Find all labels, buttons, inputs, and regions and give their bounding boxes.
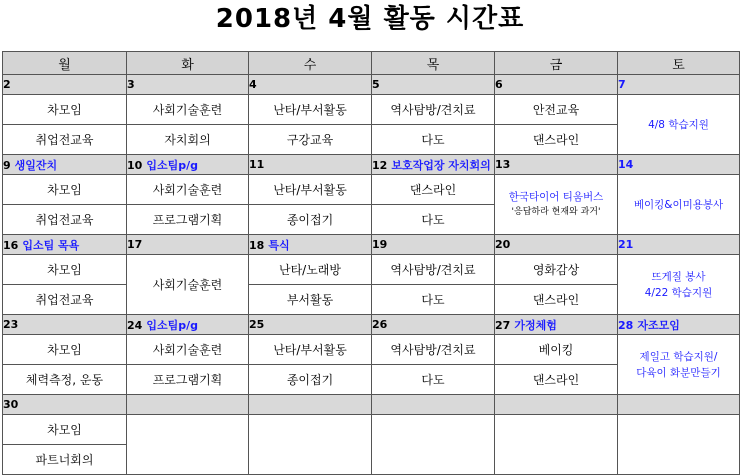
activity-row: [3, 415, 740, 445]
activity-cell: 안전교육: [495, 95, 618, 125]
day-header-mon: 월: [3, 52, 127, 75]
date-number: 21: [618, 238, 634, 251]
date-number: 6: [495, 78, 503, 91]
date-number: 5: [372, 78, 380, 91]
activity-cell: 난타/부서활동: [249, 335, 372, 365]
activity-cell: 사회기술훈련: [127, 335, 249, 365]
date-row: [3, 75, 740, 95]
activity-cell: 차모임: [3, 255, 127, 285]
date-number: 28: [618, 318, 634, 332]
schedule-table: [2, 51, 740, 475]
activity-cell: 역사탐방/견치료: [372, 95, 495, 125]
activity-cell: 구강교육: [249, 125, 372, 155]
date-cell: [618, 75, 740, 95]
activity-row: [3, 95, 740, 125]
date-cell: [249, 155, 372, 175]
date-cell: [3, 395, 127, 415]
activity-text: 다육이 화분만들기: [636, 366, 721, 379]
date-number: 9: [3, 158, 11, 172]
activity-cell: 역사탐방/견치료: [372, 335, 495, 365]
activity-cell: 댄스라인: [372, 175, 495, 205]
activity-text: 뜨게질 봉사: [651, 270, 706, 283]
activity-cell: 댄스라인: [495, 125, 618, 155]
date-cell: [3, 75, 127, 95]
activity-text: 4/8 학습지원: [648, 118, 709, 131]
date-number: 10: [127, 158, 143, 172]
date-cell: [249, 235, 372, 255]
date-cell: [127, 395, 249, 415]
saturday-activity-cell: [618, 335, 740, 395]
date-event: 입소팀 목욕: [22, 238, 80, 252]
date-number: 3: [127, 78, 135, 91]
activity-cell: 다도: [372, 125, 495, 155]
activity-cell: 사회기술훈련: [127, 255, 249, 315]
date-cell: [495, 155, 618, 175]
activity-cell: 취업전교육: [3, 285, 127, 315]
empty-cell: [372, 415, 495, 475]
date-number: 2: [3, 78, 11, 91]
activity-cell: 댄스라인: [495, 285, 618, 315]
date-cell: [495, 395, 618, 415]
date-cell: [249, 315, 372, 335]
activity-cell: 종이접기: [249, 365, 372, 395]
date-event: 자조모임: [637, 318, 680, 332]
date-row: [3, 155, 740, 175]
date-event: 가정체험: [514, 318, 557, 332]
date-cell: [127, 155, 249, 175]
activity-cell: 체력측정, 운동: [3, 365, 127, 395]
date-event: 보호작업장 자치회의: [391, 158, 491, 172]
date-cell: [495, 75, 618, 95]
date-number: 23: [3, 318, 19, 331]
friday-activity-cell: [495, 175, 618, 235]
date-cell: [372, 75, 495, 95]
day-header-row: [3, 52, 740, 75]
activity-text: 4/22 학습지원: [644, 286, 713, 299]
date-number: 19: [372, 238, 388, 251]
date-row: [3, 315, 740, 335]
date-cell: [249, 75, 372, 95]
activity-row: [3, 335, 740, 365]
activity-cell: 다도: [372, 365, 495, 395]
activity-cell: 역사탐방/견치료: [372, 255, 495, 285]
empty-cell: [127, 415, 249, 475]
empty-cell: [618, 415, 740, 475]
date-number: 14: [618, 158, 634, 171]
date-event: 입소팀p/g: [146, 158, 198, 172]
day-header-wed: 수: [249, 52, 372, 75]
date-cell: [372, 315, 495, 335]
date-number: 7: [618, 78, 626, 91]
date-cell: [372, 235, 495, 255]
activity-cell: 차모임: [3, 95, 127, 125]
activity-cell: 사회기술훈련: [127, 95, 249, 125]
saturday-activity-cell: [618, 95, 740, 155]
activity-cell: 다도: [372, 285, 495, 315]
activity-cell: 파트너회의: [3, 445, 127, 475]
date-cell: [3, 315, 127, 335]
date-event: 입소팀p/g: [146, 318, 198, 332]
date-cell: [3, 155, 127, 175]
activity-cell: 부서활동: [249, 285, 372, 315]
date-cell: [618, 155, 740, 175]
activity-cell: 난타/노래방: [249, 255, 372, 285]
date-cell: [127, 75, 249, 95]
activity-cell: 사회기술훈련: [127, 175, 249, 205]
activity-cell: 베이킹: [495, 335, 618, 365]
activity-text: 베이킹&이미용봉사: [633, 198, 724, 211]
activity-cell: 난타/부서활동: [249, 175, 372, 205]
activity-cell: 차모임: [3, 175, 127, 205]
date-number: 26: [372, 318, 388, 331]
activity-cell: 프로그램기획: [127, 205, 249, 235]
date-cell: [249, 395, 372, 415]
activity-cell: 취업전교육: [3, 125, 127, 155]
activity-cell: 차모임: [3, 415, 127, 445]
date-number: 17: [127, 238, 143, 251]
date-number: 24: [127, 318, 143, 332]
date-number: 12: [372, 158, 388, 172]
activity-text: 한국타이어 티움버스: [508, 191, 604, 203]
activity-row: [3, 175, 740, 205]
date-row: [3, 395, 740, 415]
date-number: 27: [495, 318, 511, 332]
day-header-sat: 토: [618, 52, 740, 75]
day-header-thu: 목: [372, 52, 495, 75]
date-cell: [3, 235, 127, 255]
activity-cell: 다도: [372, 205, 495, 235]
day-header-tue: 화: [127, 52, 249, 75]
date-number: 30: [3, 398, 19, 411]
activity-row: [3, 255, 740, 285]
date-cell: [127, 315, 249, 335]
activity-cell: 난타/부서활동: [249, 95, 372, 125]
date-cell: [372, 395, 495, 415]
saturday-activity-cell: [618, 175, 740, 235]
saturday-activity-cell: [618, 255, 740, 315]
date-number: 13: [495, 158, 511, 171]
date-cell: [495, 315, 618, 335]
date-cell: [618, 235, 740, 255]
activity-cell: 프로그램기획: [127, 365, 249, 395]
date-number: 16: [3, 238, 19, 252]
activity-subtext: '응답하라 현재와 과거': [511, 207, 601, 217]
date-cell: [127, 235, 249, 255]
date-event: 생일잔치: [14, 158, 58, 172]
activity-text: 제일고 학습지원/: [639, 350, 718, 363]
day-header-fri: 금: [495, 52, 618, 75]
date-cell: [495, 235, 618, 255]
date-number: 25: [249, 318, 265, 331]
date-number: 4: [249, 78, 257, 91]
date-cell: [618, 315, 740, 335]
date-number: 18: [249, 238, 265, 252]
date-cell: [618, 395, 740, 415]
empty-cell: [249, 415, 372, 475]
date-event: 특식: [268, 238, 290, 252]
activity-cell: 영화감상: [495, 255, 618, 285]
activity-cell: 종이접기: [249, 205, 372, 235]
date-number: 20: [495, 238, 511, 251]
date-row: [3, 235, 740, 255]
activity-cell: 차모임: [3, 335, 127, 365]
date-number: 11: [249, 158, 265, 171]
page-title: 2018년 4월 활동 시간표: [215, 4, 525, 34]
activity-cell: 댄스라인: [495, 365, 618, 395]
date-cell: [372, 155, 495, 175]
activity-cell: 자치회의: [127, 125, 249, 155]
empty-cell: [495, 415, 618, 475]
activity-cell: 취업전교육: [3, 205, 127, 235]
